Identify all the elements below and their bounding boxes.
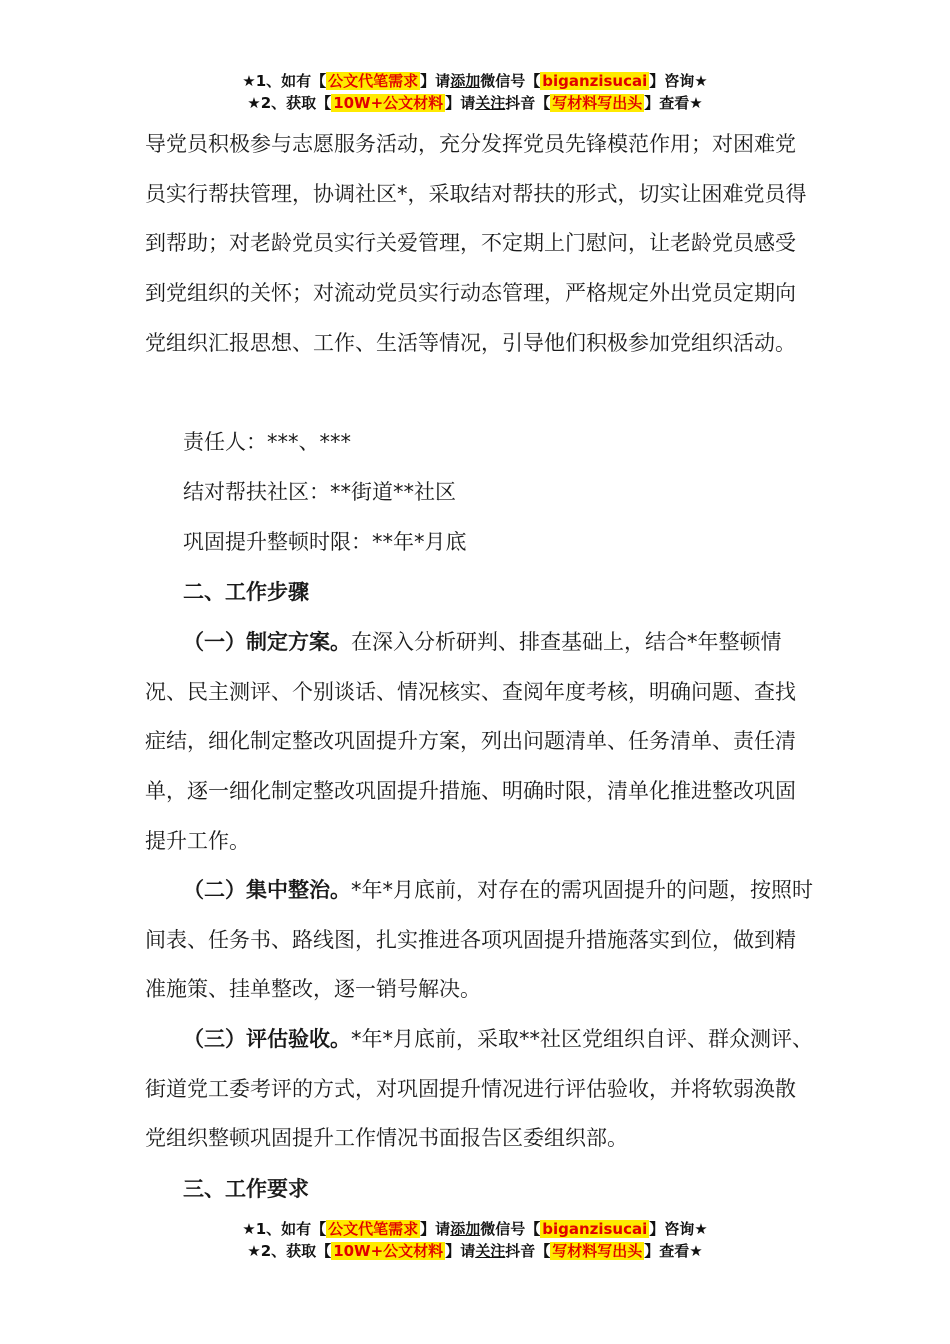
community-line: 结对帮扶社区：**街道**社区	[183, 480, 456, 504]
deadline-line: 巩固提升整顿时限：**年*月底	[183, 530, 467, 554]
banner-text: ★1、如有【	[242, 72, 327, 90]
banner-text: 】咨询★	[649, 1220, 708, 1238]
banner-line-2	[0, 92, 950, 114]
banner-text: 微信号【	[480, 1220, 541, 1238]
banner-highlight: 写材料写出头	[552, 94, 643, 112]
banner-highlight: biganzisucai	[542, 72, 648, 90]
banner-underlined: 添加	[450, 72, 481, 90]
step-title: （二）集中整治。	[183, 878, 351, 902]
step-text: *年*月底前，对存在的需巩固提升的问题，按照时间表、任务书、路线图，扎实推进各项巩固提升措施落实到位，做到精准施策、挂单整改，逐一销号解决。	[145, 878, 813, 1002]
paragraph: 导党员积极参与志愿服务活动，充分发挥党员先锋模范作用；对困难党员实行帮扶管理，协调社区*，采取结对帮扶的形式，切实让困难党员得到帮助；对老龄党员实行关爱管理，不定期上门慰问，让老龄党员感受到党组织的关怀；对流动党员实行动态管理，严格规定外出党员定期向党组织汇报思想、工作、生活等情况，引导他们积极参加党组织活动。	[145, 132, 807, 355]
banner-text: 】请	[445, 94, 476, 112]
banner-text: 】请	[420, 72, 451, 90]
banner-text: ★2、获取【	[247, 94, 332, 112]
banner-highlight: biganzisucai	[542, 1220, 648, 1238]
step-text: 在深入分析研判、排查基础上，结合*年整顿情况、民主测评、个别谈话、情况核实、查阅年度考核，明确问题、查找症结，细化制定整改巩固提升方案，列出问题清单、任务清单、责任清单，逐一细化制定整改巩固提升措施、明确时限，清单化推进整改巩固提升工作。	[145, 630, 796, 853]
banner-text: ★2、获取【	[247, 1242, 332, 1260]
banner-highlight: 10W+公文材料	[333, 1242, 444, 1260]
banner-line-1	[0, 70, 950, 92]
section-heading: 二、工作步骤	[183, 580, 309, 604]
header-banner	[0, 70, 950, 114]
banner-highlight: 公文代笔需求	[328, 1220, 419, 1238]
step-paragraph	[145, 866, 815, 1015]
banner-underlined: 添加	[450, 1220, 481, 1238]
step-title: （一）制定方案。	[183, 630, 351, 654]
banner-text: 抖音【	[505, 94, 551, 112]
banner-highlight: 公文代笔需求	[328, 72, 419, 90]
banner-underlined: 关注	[475, 1242, 506, 1260]
step-paragraph	[145, 618, 815, 867]
responsible-line: 责任人：***、***	[183, 430, 351, 454]
banner-line-2	[0, 1240, 950, 1262]
banner-text: 】请	[420, 1220, 451, 1238]
banner-text: ★1、如有【	[242, 1220, 327, 1238]
footer-banner	[0, 1218, 950, 1262]
banner-text: 抖音【	[505, 1242, 551, 1260]
banner-text: 】查看★	[644, 1242, 703, 1260]
step-title: （三）评估验收。	[183, 1027, 351, 1051]
banner-underlined: 关注	[475, 94, 506, 112]
step-text: *年*月底前，采取**社区党组织自评、群众测评、街道党工委考评的方式，对巩固提升情况进行评估验收，并将软弱涣散党组织整顿巩固提升工作情况书面报告区委组织部。	[145, 1027, 813, 1151]
step-paragraph	[145, 1015, 815, 1164]
banner-text: 】查看★	[644, 94, 703, 112]
banner-highlight: 10W+公文材料	[333, 94, 444, 112]
banner-highlight: 写材料写出头	[552, 1242, 643, 1260]
document-body	[145, 120, 815, 369]
banner-text: 微信号【	[480, 72, 541, 90]
section-heading: 三、工作要求	[183, 1177, 309, 1201]
banner-text: 】请	[445, 1242, 476, 1260]
banner-line-1	[0, 1218, 950, 1240]
banner-text: 】咨询★	[649, 72, 708, 90]
